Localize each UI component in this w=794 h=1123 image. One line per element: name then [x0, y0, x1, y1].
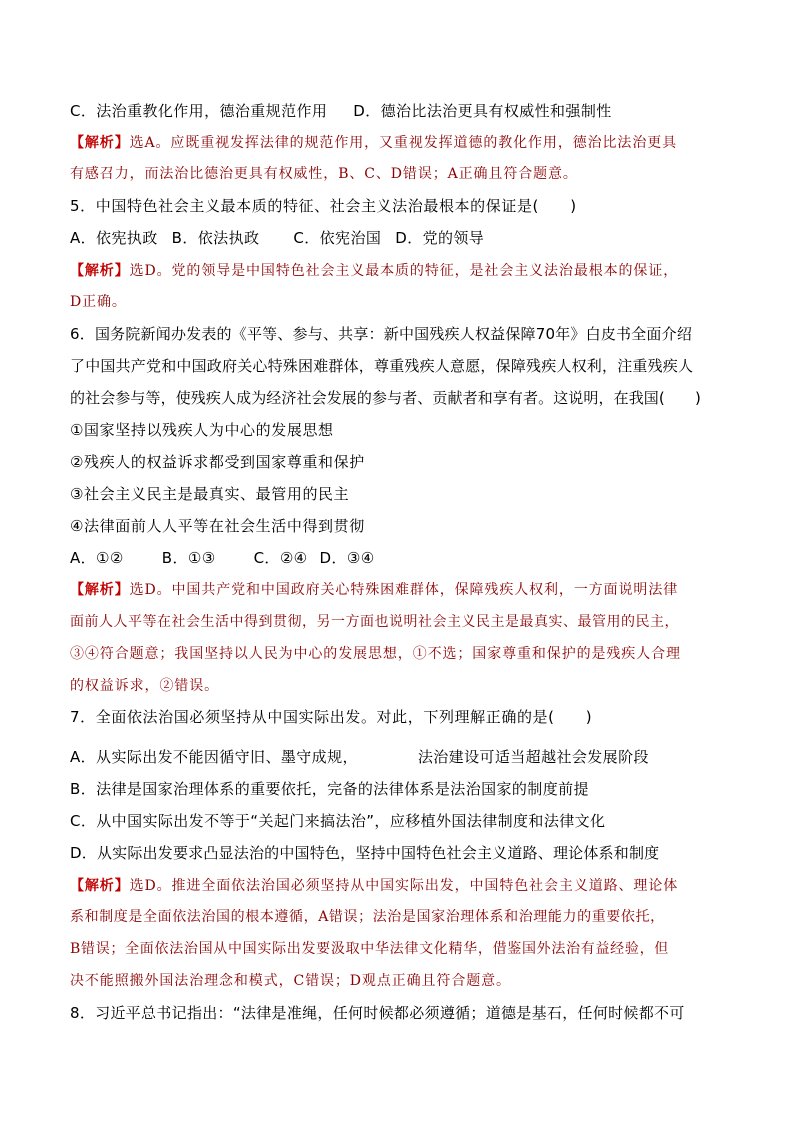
q5-option-d: D．党的领导 [395, 229, 485, 247]
q7-analysis-line-2: 系和制度是全面依法治国的根本遵循，A错误；法治是国家治理体系和治理能力的重要依托， [70, 909, 665, 925]
q5-option-b: B．依法执政 [171, 229, 260, 247]
analysis-tag: 【解析】 [70, 878, 130, 894]
q6-stem-line-1: 6．国务院新闻办发表的《平等、参与、共享：新中国残疾人权益保障70年》白皮书全面介绍 [70, 325, 693, 343]
q6-stem-line-2: 了中国共产党和中国政府关心特殊困难群体，尊重残疾人意愿，保障残疾人权利，注重残疾人 [70, 357, 694, 375]
q6-option-d: D．③④ [319, 549, 375, 567]
q7-option-a: A．从实际出发不能因循守旧、墨守成规， 法治建设可适当超越社会发展阶段 [70, 748, 649, 766]
q4-option-c: C．法治重教化作用，德治重规范作用 [70, 102, 328, 120]
q6-analysis-line-4: 的权益诉求，②错误。 [70, 678, 219, 694]
q7-option-b: B．法律是国家治理体系的重要依托，完备的法律体系是法治国家的制度前提 [70, 780, 589, 798]
q6-statement-2: ②残疾人的权益诉求都受到国家尊重和保护 [70, 453, 365, 471]
q6-stem-line-3: 的社会参与等，使残疾人成为经济社会发展的参与者、贡献者和享有者。这说明，在我国( ) [70, 389, 702, 407]
q6-option-a: A．①② [70, 549, 124, 567]
q5-option-a: A．依宪执政 [70, 229, 158, 247]
q8-stem-line-1: 8．习近平总书记指出：“法律是准绳，任何时候都必须遵循；道德是基石，任何时候都不可 [70, 1004, 685, 1022]
q6-analysis-line-1: 【解析】选D。中国共产党和中国政府关心特殊困难群体，保障残疾人权利，一方面说明法律 [70, 582, 679, 598]
q6-options [70, 548, 730, 568]
q4-analysis-line-2: 有感召力，而法治比德治更具有权威性，B、C、D错误；A正确且符合题意。 [70, 166, 578, 182]
q5-stem: 5．中国特色社会主义最本质的特征、社会主义法治最根本的保证是( ) [70, 197, 577, 215]
q6-option-b: B．①③ [161, 549, 216, 567]
q7-stem: 7．全面依法治国必须坚持从中国实际出发。对此，下列理解正确的是( ) [70, 708, 593, 726]
q7-analysis-line-4: 决不能照搬外国法治理念和模式，C错误；D观点正确且符合题意。 [70, 973, 511, 989]
q6-statement-3: ③社会主义民主是最真实、最管用的民主 [70, 485, 350, 503]
q6-analysis-line-3: ③④符合题意；我国坚持以人民为中心的发展思想，①不选；国家尊重和保护的是残疾人合理 [70, 646, 681, 662]
q7-analysis-line-3: B错误；全面依法治国从中国实际出发要汲取中华法律文化精华，借鉴国外法治有益经验，但 [70, 941, 669, 957]
q4-option-d: D．德治比法治更具有权威性和强制性 [353, 102, 612, 120]
q7-option-c: C．从中国实际出发不等于“关起门来搞法治”，应移植外国法律制度和法律文化 [70, 812, 606, 830]
q5-analysis-line-1: 【解析】选D。党的领导是中国特色社会主义最本质的特征，是社会主义法治最根本的保证， [70, 263, 679, 279]
q7-option-d: D．从实际出发要求凸显法治的中国特色，坚持中国特色社会主义道路、理论体系和制度 [70, 844, 660, 862]
q4-options-cd [70, 101, 730, 121]
q7-analysis-line-1: 【解析】选D。推进全面依法治国必须坚持从中国实际出发，中国特色社会主义道路、理论体 [70, 878, 679, 894]
q6-option-c: C．②④ [253, 549, 308, 567]
q4-analysis-line-1: 【解析】选A。应既重视发挥法律的规范作用，又重视发挥道德的教化作用，德治比法治更具 [70, 135, 678, 151]
q5-analysis-line-2: D正确。 [70, 294, 127, 310]
q6-analysis-line-2: 面前人人平等在社会生活中得到贯彻，另一方面也说明社会主义民主是最真实、最管用的民主， [70, 614, 679, 630]
q5-options [70, 228, 730, 248]
q6-statement-4: ④法律面前人人平等在社会生活中得到贯彻 [70, 517, 365, 535]
analysis-tag: 【解析】 [70, 582, 130, 598]
q5-option-c: C．依宪治国 [293, 229, 382, 247]
analysis-tag: 【解析】 [70, 263, 130, 279]
analysis-tag: 【解析】 [70, 135, 130, 151]
q6-statement-1: ①国家坚持以残疾人为中心的发展思想 [70, 421, 334, 439]
